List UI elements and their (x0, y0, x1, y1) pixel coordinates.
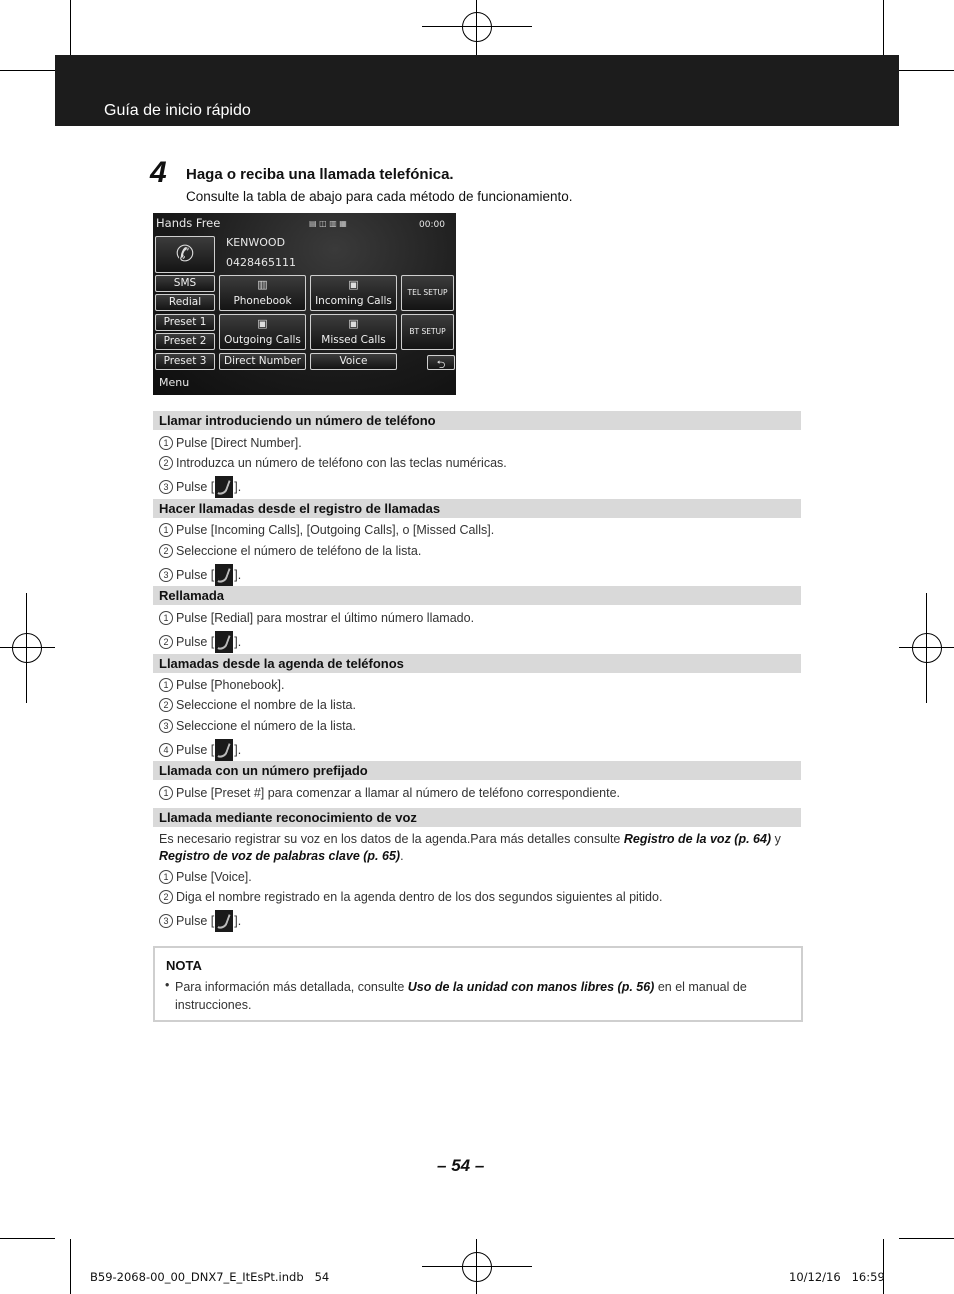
list-item: 2 Pulse [ ]. (159, 631, 241, 653)
tel-setup-button[interactable]: TEL SETUP (401, 275, 454, 311)
step-marker: 1 (159, 436, 173, 450)
step-title: Haga o reciba una llamada telefónica. (186, 166, 454, 183)
note-title: NOTA (166, 958, 202, 973)
phone-icon (215, 564, 233, 586)
phone-icon (215, 476, 233, 498)
hands-free-screen (153, 213, 456, 395)
reference-link: Registro de voz de palabras clave (p. 65) (159, 849, 401, 863)
header-title: Guía de inicio rápido (104, 102, 251, 119)
preset-1-button[interactable]: Preset 1 (155, 314, 215, 331)
note-bullet: • (165, 978, 170, 992)
screen-time: 00:00 (419, 220, 445, 230)
outgoing-calls-button[interactable]: ▣ Outgoing Calls (219, 314, 306, 350)
back-arrow-icon: ⮌ (436, 358, 446, 371)
list-item: 3 Pulse [ ]. (159, 476, 241, 498)
section-title: Llamada con un número prefijado (159, 763, 368, 778)
section-intro-cont: Registro de voz de palabras clave (p. 65). (159, 849, 404, 863)
list-item: 2 Seleccione el nombre de la lista. (159, 698, 356, 712)
registration-line (899, 647, 954, 648)
list-item: 2 Introduzca un número de teléfono con las teclas numéricas. (159, 456, 507, 470)
step-marker: 4 (159, 743, 173, 757)
crop-mark (70, 1239, 71, 1294)
step-marker: 1 (159, 611, 173, 625)
section-header (153, 808, 801, 827)
phone-number: 0428465111 (226, 256, 296, 269)
section-intro: Es necesario registrar su voz en los datos de la agenda.Para más detalles consulte Registro de la voz (p. 64) y (159, 832, 781, 846)
device-name: KENWOOD (226, 236, 286, 249)
reference-link: Uso de la unidad con manos libres (p. 56) (407, 980, 655, 994)
step-subtitle: Consulte la tabla de abajo para cada método de funcionamiento. (186, 189, 573, 204)
step-marker: 2 (159, 698, 173, 712)
crop-mark (883, 1239, 884, 1294)
section-header (153, 499, 801, 518)
list-item: 1 Pulse [Preset #] para comenzar a llamar al número de teléfono correspondiente. (159, 786, 620, 800)
step-marker: 3 (159, 568, 173, 582)
step-marker: 2 (159, 890, 173, 904)
registration-line (476, 0, 477, 55)
call-button[interactable] (155, 236, 215, 273)
book-icon: ▥ (257, 278, 268, 291)
step-marker: 1 (159, 786, 173, 800)
redial-button[interactable]: Redial (155, 294, 215, 311)
back-button[interactable] (427, 355, 455, 370)
preset-3-button[interactable]: Preset 3 (155, 353, 215, 370)
list-item: 1 Pulse [Direct Number]. (159, 436, 302, 450)
step-marker: 2 (159, 635, 173, 649)
section-header (153, 586, 801, 605)
crop-mark (0, 1238, 55, 1239)
section-header (153, 654, 801, 673)
footer-date: 10/12/16 16:59 (789, 1270, 885, 1284)
step-marker: 3 (159, 719, 173, 733)
note-text: Para información más detallada, consulte Uso de la unidad con manos libres (p. 56) en el manual de instrucciones. (175, 980, 747, 1012)
missed-calls-button[interactable]: ▣ Missed Calls (310, 314, 397, 350)
crop-mark (899, 1238, 954, 1239)
list-item: 1 Pulse [Phonebook]. (159, 678, 284, 692)
bt-setup-button[interactable]: BT SETUP (401, 314, 454, 350)
phone-icon (215, 631, 233, 653)
registration-line (926, 593, 927, 703)
registration-mark (462, 12, 492, 42)
phonebook-button[interactable]: ▥ Phonebook (219, 275, 306, 311)
list-item: 3 Pulse [ ]. (159, 564, 241, 586)
section-title: Llamadas desde la agenda de teléfonos (159, 656, 404, 671)
sms-button[interactable]: SMS (155, 275, 215, 292)
page-number: – 54 – (437, 1156, 485, 1175)
registration-line (422, 1266, 532, 1267)
reference-link: Registro de la voz (p. 64) (623, 832, 772, 846)
phone-icon (215, 910, 233, 932)
missed-call-icon: ▣ (348, 317, 359, 330)
crop-mark (70, 0, 71, 55)
registration-line (26, 593, 27, 703)
step-number: 4 (150, 156, 167, 189)
list-item: 1 Pulse [Voice]. (159, 870, 252, 884)
direct-number-button[interactable]: Direct Number (219, 353, 306, 370)
registration-line (0, 647, 55, 648)
registration-line (422, 26, 532, 27)
incoming-call-icon: ▣ (348, 278, 359, 291)
step-marker: 3 (159, 914, 173, 928)
crop-mark (0, 70, 55, 71)
footer-filename: B59-2068-00_00_DNX7_E_ItEsPt.indb 54 (90, 1270, 330, 1284)
crop-mark (899, 70, 954, 71)
voice-button[interactable]: Voice (310, 353, 397, 370)
list-item: 3 Seleccione el número de la lista. (159, 719, 356, 733)
screen-title: Hands Free (156, 216, 221, 230)
section-title: Llamar introduciendo un número de teléfono (159, 413, 436, 428)
list-item: 1 Pulse [Redial] para mostrar el último número llamado. (159, 611, 474, 625)
step-marker: 3 (159, 480, 173, 494)
list-item: 1 Pulse [Incoming Calls], [Outgoing Calls], o [Missed Calls]. (159, 523, 494, 537)
outgoing-call-icon: ▣ (257, 317, 268, 330)
list-item: 2 Diga el nombre registrado en la agenda dentro de los dos segundos siguientes al pitido. (159, 890, 662, 904)
list-item: 4 Pulse [ ]. (159, 739, 241, 761)
incoming-calls-button[interactable]: ▣ Incoming Calls (310, 275, 397, 311)
step-marker: 2 (159, 544, 173, 558)
section-title: Llamada mediante reconocimiento de voz (159, 810, 417, 825)
menu-button[interactable]: Menu (159, 376, 190, 389)
phone-icon (215, 739, 233, 761)
list-item: 3 Pulse [ ]. (159, 910, 241, 932)
step-marker: 1 (159, 678, 173, 692)
section-header (153, 761, 801, 780)
section-title: Hacer llamadas desde el registro de llamadas (159, 501, 441, 516)
status-icons: ▤ ◫ ▥ ▦ (309, 219, 347, 228)
crop-mark (883, 0, 884, 55)
section-header (153, 411, 801, 430)
list-item: 2 Seleccione el número de teléfono de la lista. (159, 544, 421, 558)
step-marker: 1 (159, 523, 173, 537)
registration-mark (12, 633, 42, 663)
registration-mark (912, 633, 942, 663)
section-title: Rellamada (159, 588, 225, 603)
phone-icon: ✆ (175, 242, 195, 267)
step-marker: 1 (159, 870, 173, 884)
registration-line (476, 1239, 477, 1294)
note-box (153, 946, 803, 1022)
preset-2-button[interactable]: Preset 2 (155, 333, 215, 350)
step-marker: 2 (159, 456, 173, 470)
registration-mark (462, 1252, 492, 1282)
